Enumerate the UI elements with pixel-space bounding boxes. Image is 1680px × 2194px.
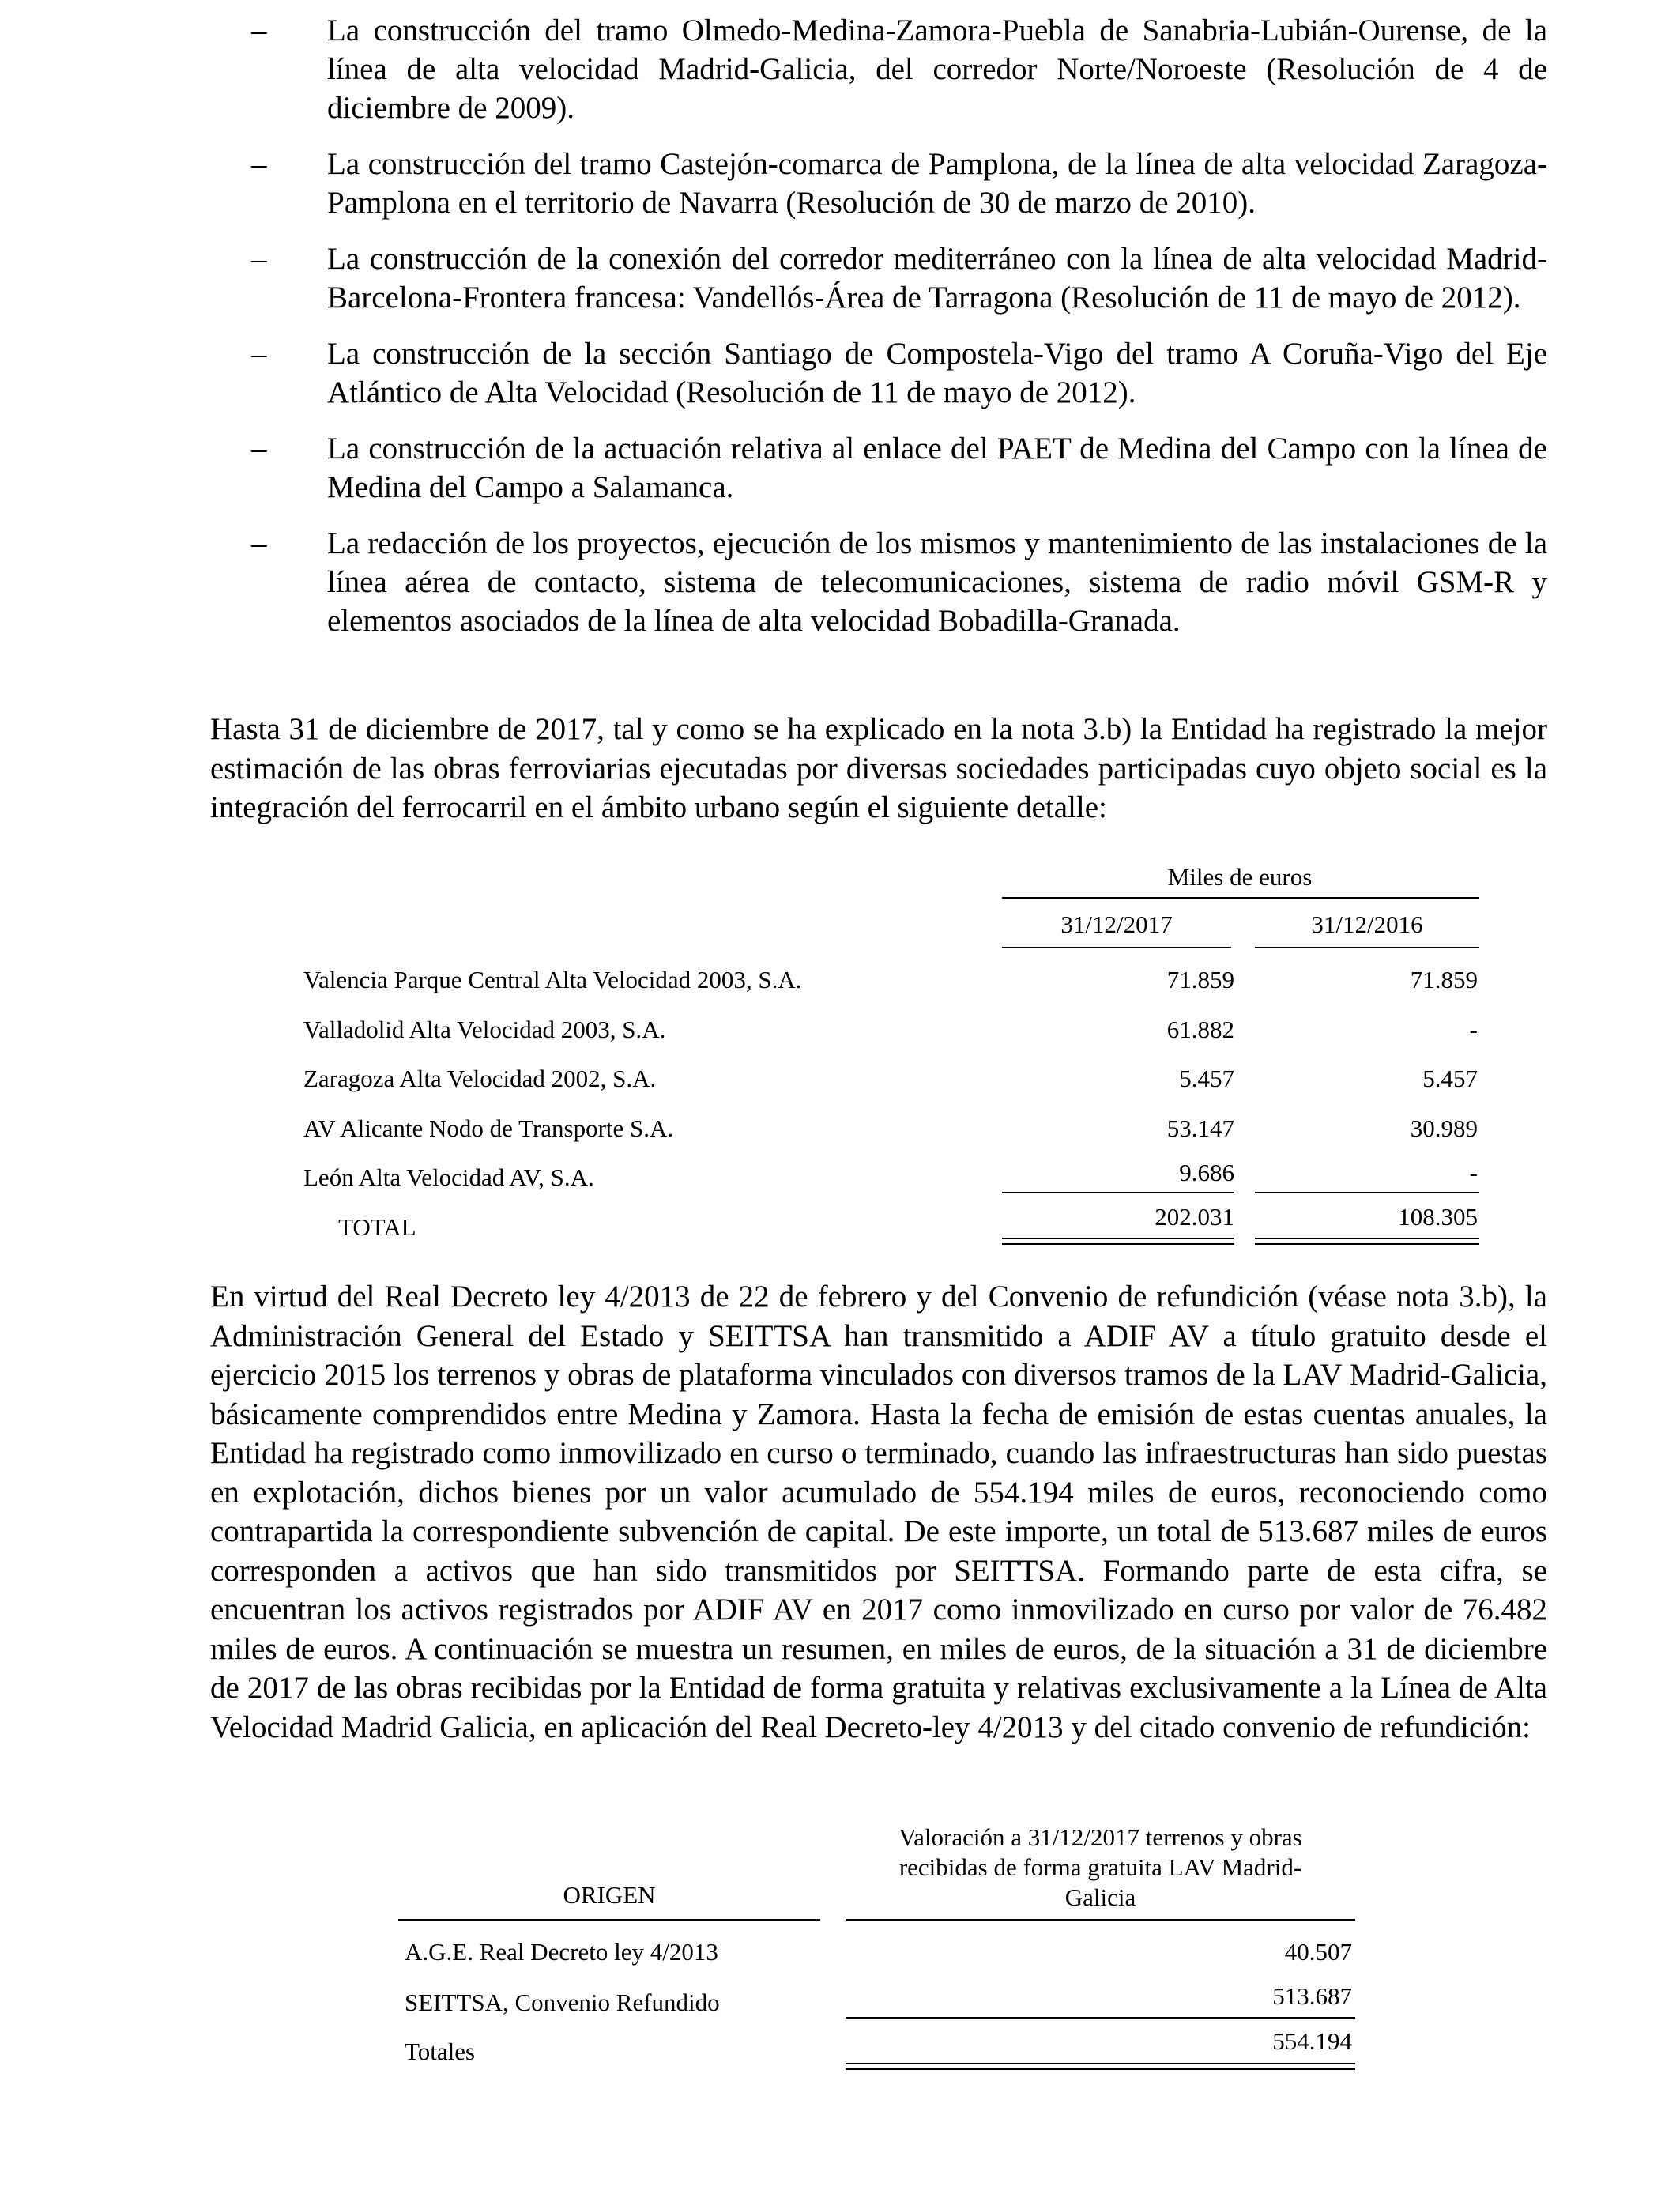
origin-header: ORIGEN (563, 1881, 656, 1909)
table-cell-2016: - (1469, 1016, 1478, 1043)
table-cell-value: 513.687 (1272, 1982, 1352, 2010)
table-cell-2016: - (1469, 1159, 1478, 1186)
table-row-name: Valencia Parque Central Alta Velocidad 2003, S.A. (303, 966, 802, 993)
bullet-list (251, 11, 1547, 658)
table-cell-2016: 5.457 (1422, 1065, 1478, 1092)
dash-bullet: – (251, 147, 267, 181)
list-item: – La construcción del tramo Olmedo-Medina-Zamora-Puebla de Sanabria-Lubián-Ourense, de la línea de alta velocidad Madrid-Galicia, del corredor Norte/Noroeste (Resolución de 4 de diciembre de 2009). (251, 11, 1547, 127)
total-2017: 202.031 (1155, 1203, 1234, 1231)
table-row-name: Zaragoza Alta Velocidad 2002, S.A. (303, 1065, 657, 1092)
table-cell-2017: 53.147 (1166, 1114, 1234, 1142)
value-header-rule (846, 1919, 1355, 1921)
table-row-name: León Alta Velocidad AV, S.A. (303, 1163, 594, 1191)
table-cell-2016: 30.989 (1410, 1114, 1478, 1142)
dash-bullet: – (251, 13, 267, 47)
total-double-rule-2016 (1255, 1238, 1479, 1245)
table-cell-2017: 61.882 (1166, 1016, 1234, 1043)
total-2016: 108.305 (1398, 1203, 1478, 1231)
table-row-name: A.G.E. Real Decreto ley 4/2013 (405, 1938, 718, 1966)
value-header: Valoración a 31/12/2017 terrenos y obras recibidas de forma gratuita LAV Madrid- Galicia (898, 1823, 1302, 1911)
subtotal-rule-2016 (1255, 1192, 1479, 1193)
dash-bullet: – (251, 337, 267, 371)
paragraph-transfers: En virtud del Real Decreto ley 4/2013 de 22 de febrero y del Convenio de refundición (véase nota 3.b), la Administración General del Estado y SEITTSA han transmitido a ADIF AV a título gratuito desde el ejercicio 2015 los terrenos y obras de plataforma vinculados con diversos tramos de la LAV Madrid-Galicia, básicamente comprendidos entre Medina y Zamora. Hasta la fecha de emisión de estas cuentas anuales, la Entidad ha registrado como inmovilizado en curso o terminado, cuando las infraestructuras han sido puestas en explotación, dichos bienes por un valor acumulado de 554.194 miles de euros, reconociendo como contrapartida la correspondiente subvención de capital. De este importe, un total de 513.687 miles de euros corresponden a activos que han sido transmitidos por SEITTSA. Formando parte de esta cifra, se encuentran los activos registrados por ADIF AV en 2017 como inmovilizado en curso por valor de 76.482 miles de euros. A continuación se muestra un resumen, en miles de euros, de la situación a 31 de diciembre de 2017 de las obras recibidas por la Entidad de forma gratuita y relativas exclusivamente a la Línea de Alta Velocidad Madrid Galicia, en aplicación del Real Decreto-ley 4/2013 y del citado convenio de refundición: (210, 1280, 1547, 1744)
list-item: – La construcción del tramo Castejón-comarca de Pamplona, de la línea de alta velocidad Zaragoza-Pamplona en el territorio de Navarra (Resolución de 30 de marzo de 2010). (251, 145, 1547, 222)
table-cell-2017: 5.457 (1179, 1065, 1234, 1092)
total-double-rule-2017 (1002, 1238, 1234, 1245)
origin-header-rule (398, 1919, 820, 1921)
total-label: Totales (405, 2038, 476, 2065)
total-double-rule (846, 2063, 1355, 2070)
header-rule (1002, 897, 1479, 899)
col-rule-2016 (1255, 947, 1479, 948)
col-rule-2017 (1002, 947, 1231, 948)
dash-bullet: – (251, 432, 267, 466)
dash-bullet: – (251, 526, 267, 560)
paragraph-entities: Hasta 31 de diciembre de 2017, tal y como se ha explicado en la nota 3.b) la Entidad ha registrado la mejor estimación de las obras ferroviarias ejecutadas por diversas sociedades participadas cuyo objeto social es la integración del ferrocarril en el ámbito urbano según el siguiente detalle: (210, 712, 1547, 824)
list-item: – La construcción de la sección Santiago de Compostela-Vigo del tramo A Coruña-Vigo del Eje Atlántico de Alta Velocidad (Resolución de 11 de mayo de 2012). (251, 334, 1547, 412)
col-header-2017: 31/12/2017 (1060, 910, 1173, 938)
table-row-name: Valladolid Alta Velocidad 2003, S.A. (303, 1016, 666, 1043)
table-cell-2016: 71.859 (1410, 966, 1478, 993)
table-cell-2017: 9.686 (1179, 1159, 1234, 1186)
total-value: 554.194 (1272, 2027, 1352, 2055)
table-cell-value: 40.507 (1284, 1938, 1352, 1966)
col-header-2016: 31/12/2016 (1311, 910, 1423, 938)
list-item: – La construcción de la actuación relativa al enlace del PAET de Medina del Campo con la línea de Medina del Campo a Salamanca. (251, 429, 1547, 507)
dash-bullet: – (251, 242, 267, 276)
list-item: – La redacción de los proyectos, ejecución de los mismos y mantenimiento de las instalaciones de la línea aérea de contacto, sistema de telecomunicaciones, sistema de radio móvil GSM-R y elementos asociados de la línea de alta velocidad Bobadilla-Granada. (251, 524, 1547, 640)
table-row-name: SEITTSA, Convenio Refundido (405, 1989, 720, 2016)
table-row-name: AV Alicante Nodo de Transporte S.A. (303, 1114, 674, 1142)
table-cell-2017: 71.859 (1166, 966, 1234, 993)
subtotal-rule-2017 (1002, 1192, 1234, 1193)
list-item: – La construcción de la conexión del corredor mediterráneo con la línea de alta velocidad Madrid-Barcelona-Frontera francesa: Vandellós-Área de Tarragona (Resolución de 11 de mayo de 2012). (251, 239, 1547, 317)
total-label: TOTAL (338, 1213, 416, 1241)
unit-header: Miles de euros (1167, 863, 1313, 891)
subtotal-rule (846, 2017, 1355, 2019)
